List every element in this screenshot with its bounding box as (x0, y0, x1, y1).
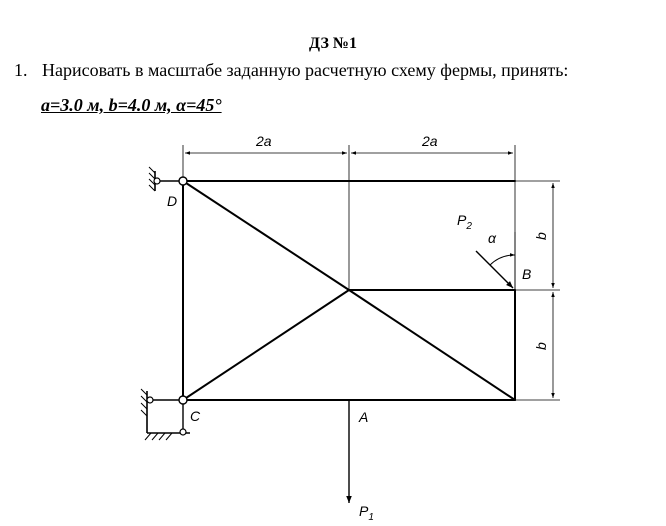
force-label-p1 (359, 503, 374, 523)
member-center-right (349, 290, 515, 400)
member-d-center (183, 181, 349, 290)
force-label-p2-letter: P (457, 212, 467, 228)
dim-label-top-left: 2a (256, 133, 272, 149)
node-label-c: C (190, 408, 201, 424)
dim-label-top-right: 2a (422, 133, 438, 149)
angle-alpha-arc (490, 255, 515, 265)
dim-label-right-lower: b (533, 342, 549, 350)
node-label-b: B (522, 266, 532, 282)
task-text: Нарисовать в масштабе заданную расчетную схему фермы, принять: (42, 60, 569, 80)
force-label-p1-sub: 1 (368, 512, 374, 523)
force-label-p2-sub: 2 (466, 221, 472, 232)
task-number: 1. (14, 60, 28, 80)
force-label-p2 (457, 212, 472, 232)
task-parameters: a=3.0 м, b=4.0 м, α=45° (41, 95, 222, 115)
dim-label-right-upper: b (533, 232, 549, 240)
angle-label-alpha: α (488, 230, 496, 246)
support-c (141, 389, 190, 440)
node-label-d: D (167, 193, 178, 209)
assignment-title: ДЗ №1 (309, 35, 357, 52)
force-p2-arrow (476, 251, 513, 288)
node-label-a: A (359, 409, 369, 425)
force-label-p1-letter: P (359, 503, 369, 519)
member-c-center (183, 290, 349, 400)
support-d (149, 167, 187, 191)
